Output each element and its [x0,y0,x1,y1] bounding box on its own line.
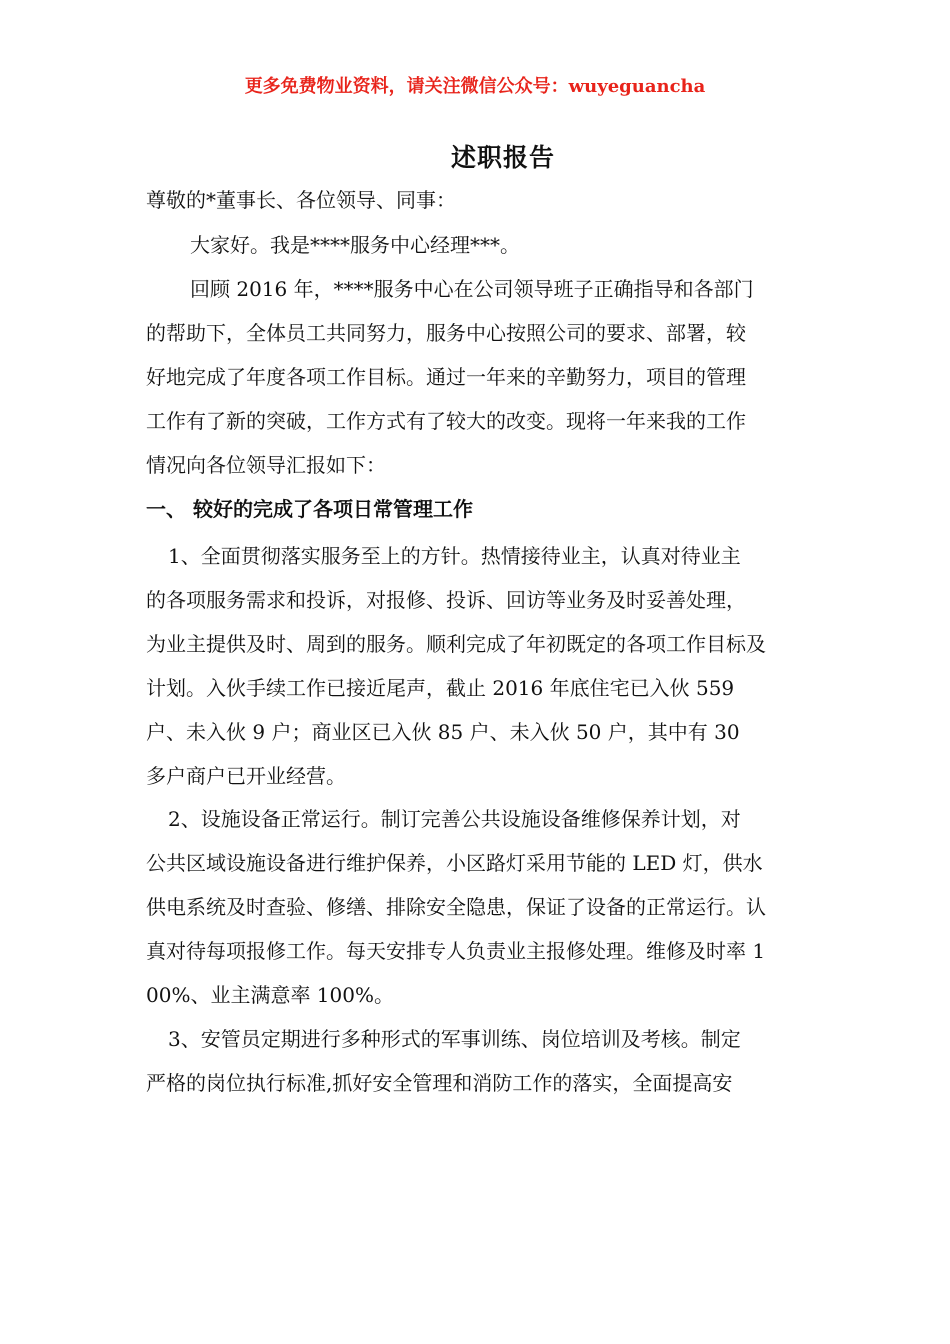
page-title: 述职报告 [450,143,555,172]
paragraph-line: 计划。入伙手续工作已接近尾声，截止 2016 年底住宅已入伙 559 [146,676,735,700]
paragraph-line: 情况向各位领导汇报如下： [146,453,386,477]
paragraph-line: 户、未入伙 9 户；商业区已入伙 85 户、未入伙 50 户，其中有 30 [146,720,740,744]
paragraph-line: 工作有了新的突破，工作方式有了较大的改变。现将一年来我的工作 [146,409,746,433]
paragraph-line: 供电系统及时查验、修缮、排除安全隐患，保证了设备的正常运行。认 [146,895,766,919]
paragraph-line: 好地完成了年度各项工作目标。通过一年来的辛勤努力，项目的管理 [146,365,746,389]
paragraph-line: 00%、业主满意率 100%。 [146,983,394,1007]
salutation: 尊敬的*董事长、各位领导、同事： [146,188,456,212]
paragraph-line: 公共区域设施设备进行维护保养，小区路灯采用节能的 LED 灯，供水 [146,851,763,875]
paragraph-line: 为业主提供及时、周到的服务。顺利完成了年初既定的各项工作目标及 [146,632,766,656]
paragraph-line: 的各项服务需求和投诉，对报修、投诉、回访等业务及时妥善处理， [146,588,746,612]
paragraph-line: 多户商户已开业经营。 [146,764,346,788]
paragraph-line: 3、安管员定期进行多种形式的军事训练、岗位培训及考核。制定 [168,1027,741,1051]
paragraph-line: 1、全面贯彻落实服务至上的方针。热情接待业主，认真对待业主 [168,544,741,568]
paragraph-line: 真对待每项报修工作。每天安排专人负责业主报修处理。维修及时率 1 [146,939,766,963]
paragraph-line: 严格的岗位执行标准,抓好安全管理和消防工作的落实，全面提高安 [146,1071,733,1095]
paragraph-line: 2、设施设备正常运行。制订完善公共设施设备维修保养计划，对 [168,807,741,831]
paragraph-line: 的帮助下，全体员工共同努力，服务中心按照公司的要求、部署，较 [146,321,746,345]
section-heading: 一、 较好的完成了各项日常管理工作 [146,497,473,521]
promo-banner: 更多免费物业资料，请关注微信公众号：wuyeguancha [244,76,706,97]
paragraph-line: 回顾 2016 年，****服务中心在公司领导班子正确指导和各部门 [190,277,754,301]
greeting: 大家好。我是****服务中心经理***。 [190,233,520,257]
